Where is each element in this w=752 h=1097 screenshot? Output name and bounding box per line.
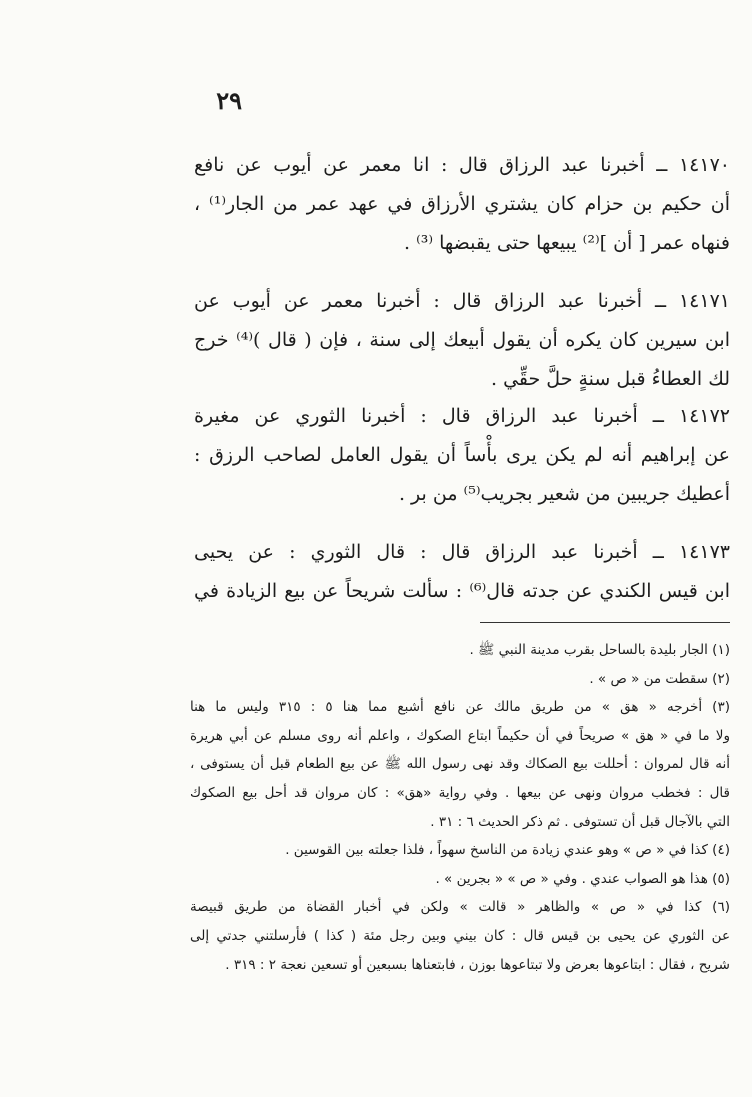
text-line: عن إبراهيم أنه لم يكن يرى بأْساً أن يقول العامل لصاحب الرزق : xyxy=(194,444,730,466)
text-line: ١٤١٧٢ ــ أخبرنا عبد الرزاق قال : أخبرنا الثوري عن مغيرة xyxy=(194,405,730,427)
footnote-6-line: شريح ، فقال : ابتاعوها بعرض ولا تبتاعوها بوزن ، فابتعناها بسبعين أو تسعين نعجة ٢ : ٣١٩ . xyxy=(225,956,730,973)
footnote-3-line: ولا ما في « هق » صريحاً في أن حكيماً ابتاع الصكوك ، واعلم أنه روى مسلم عن أبي هريرة xyxy=(190,727,730,744)
text-line: ١٤١٧٠ ــ أخبرنا عبد الرزاق قال : انا معمر عن أيوب عن نافع xyxy=(194,154,730,176)
page-number: ٢٩ xyxy=(216,86,242,115)
hadith-entry-14171 xyxy=(194,282,730,399)
footnote-5: (٥) هذا هو الصواب عندي . وفي « ص » « بجرين » . xyxy=(435,870,730,887)
footnote-3: (٣) أخرجه « هق » من طريق مالك عن نافع أشبع مما هنا ٥ : ٣١٥ وليس ما هنا xyxy=(190,699,730,716)
text-line: ابن قيس الكندي عن جدته قال⁽⁶⁾ : سألت شريحاً عن بيع الزيادة في xyxy=(194,580,730,602)
hadith-entry-14173 xyxy=(194,533,730,611)
text-line: أعطيك جريبين من شعير بجريب⁽⁵⁾ من بر . xyxy=(398,483,730,505)
footnote-divider xyxy=(480,622,730,623)
text-line: ١٤١٧٣ ــ أخبرنا عبد الرزاق قال : قال الثوري : عن يحيى xyxy=(194,541,730,563)
footnote-3-line: قال : فخطب مروان ونهى عن بيعها . وفي رواية «هق» : كان مروان قد أحل بيع الصكوك xyxy=(190,784,730,801)
footnotes xyxy=(190,636,730,979)
text-line: ١٤١٧١ ــ أخبرنا عبد الرزاق قال : أخبرنا معمر عن أيوب عن xyxy=(194,290,730,312)
footnote-6-line: عن الثوري عن يحيى بن قيس قال : كان بيني وبين رجل مئة ( كذا ) فأرسلتني جدتي إلى xyxy=(190,927,730,944)
footnote-6: (٦) كذا في « ص » والظاهر « قالت » ولكن في أخبار القضاة من طريق قبيصة xyxy=(190,899,730,916)
text-line: أن حكيم بن حزام كان يشتري الأرزاق في عهد عمر من الجار⁽¹⁾ ، xyxy=(194,193,730,215)
footnote-3-line: التي بالآجال قبل أن تستوفى . ثم ذكر الحديث ٦ : ٣١ . xyxy=(430,813,730,830)
text-line: فنهاه عمر [ أن ]⁽²⁾ يبيعها حتى يقبضها ⁽³⁾ . xyxy=(404,232,730,254)
hadith-entry-14170 xyxy=(194,146,730,263)
footnote-2: (٢) سقطت من « ص » . xyxy=(589,670,730,687)
text-line: ابن سيرين كان يكره أن يقول أبيعك إلى سنة ، فإن ( قال )⁽⁴⁾ خرج xyxy=(194,329,730,351)
text-line: لك العطاءُ قبل سنةٍ حلَّ حقِّي . xyxy=(491,368,730,390)
hadith-entry-14172 xyxy=(194,397,730,514)
footnote-3-line: أنه قال لمروان : أحللت بيع الصكاك وقد نهى رسول الله ﷺ عن بيع الطعام قبل أن يستوفى ، xyxy=(190,756,730,773)
footnote-4: (٤) كذا في « ص » وهو عندي زيادة من الناسخ سهواً ، فلذا جعلته بين القوسين . xyxy=(285,842,730,859)
footnote-1: (١) الجار بليدة بالساحل بقرب مدينة النبي ﷺ . xyxy=(469,642,730,658)
